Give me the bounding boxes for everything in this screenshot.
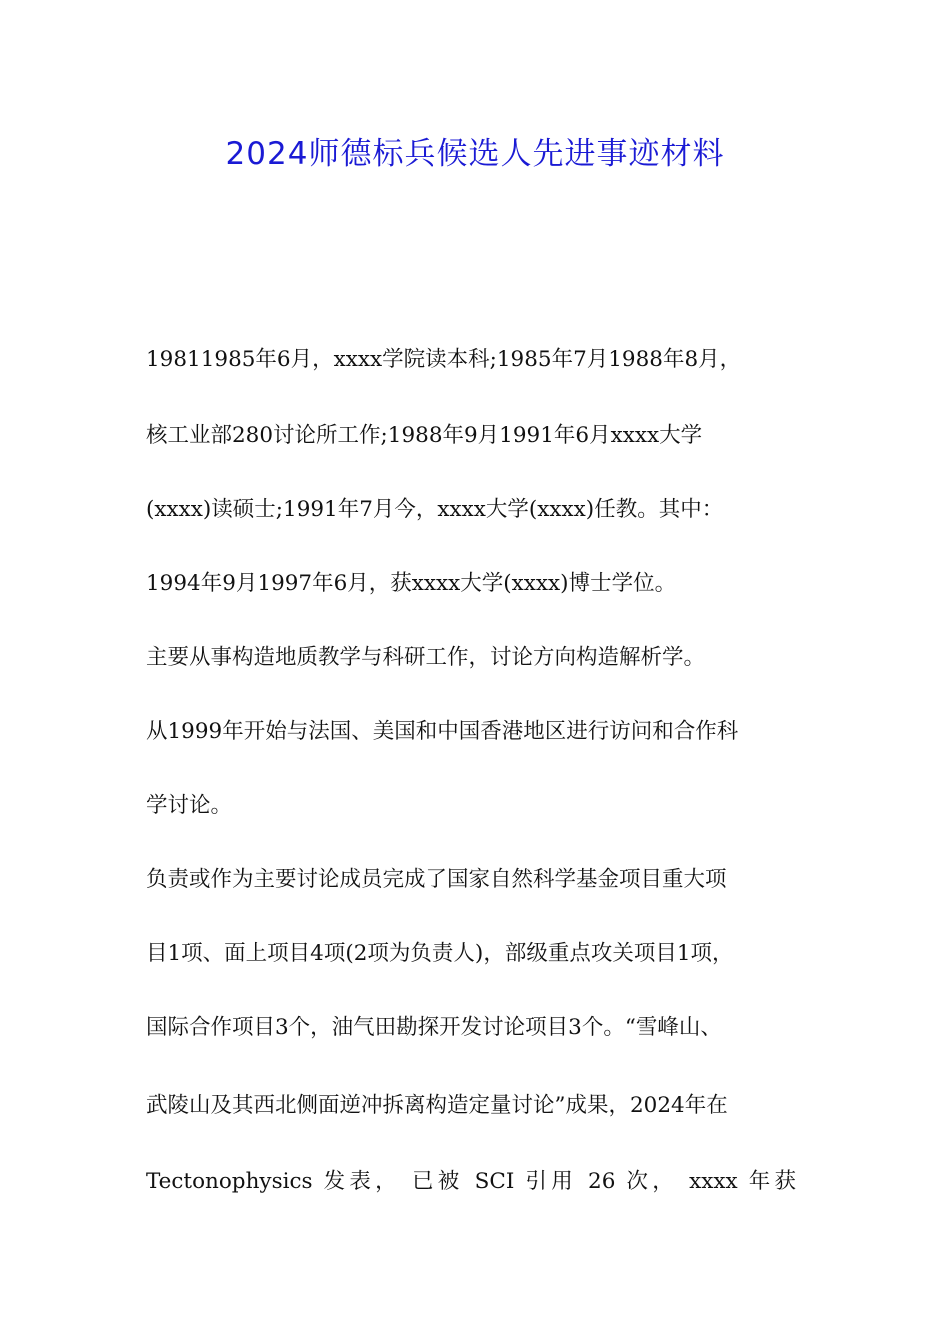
paragraph-line: 核工业部280讨论所工作;1988年9月1991年6月xxxx大学 (146, 423, 703, 448)
document-title: 2024师德标兵候选人先进事迹材料 (225, 136, 725, 172)
paragraph-line: 1994年9月1997年6月，获xxxx大学(xxxx)博士学位。 (146, 571, 677, 596)
paragraph-line: Tectonophysics 发表， 已被 SCI 引用 26 次， xxxx 年获 (146, 1169, 796, 1194)
paragraph-line: 主要从事构造地质教学与科研工作，讨论方向构造解析学。 (146, 645, 706, 670)
paragraph-line: 目1项、面上项目4项(2项为负责人)，部级重点攻关项目1项， (146, 941, 734, 966)
paragraph-line: 学讨论。 (146, 793, 233, 818)
paragraph-line: 从1999年开始与法国、美国和中国香港地区进行访问和合作科 (146, 719, 739, 744)
paragraph-line: 19811985年6月，xxxx学院读本科;1985年7月1988年8月， (146, 347, 742, 372)
paragraph-line: 国际合作项目3个，油气田勘探开发讨论项目3个。“雪峰山、 (146, 1015, 722, 1040)
paragraph-line: 负责或作为主要讨论成员完成了国家自然科学基金项目重大项 (146, 867, 727, 892)
paragraph-line: (xxxx)读硕士;1991年7月今，xxxx大学(xxxx)任教。其中： (146, 497, 724, 522)
paragraph-line: 武陵山及其西北侧面逆冲拆离构造定量讨论”成果，2024年在 (146, 1093, 728, 1118)
